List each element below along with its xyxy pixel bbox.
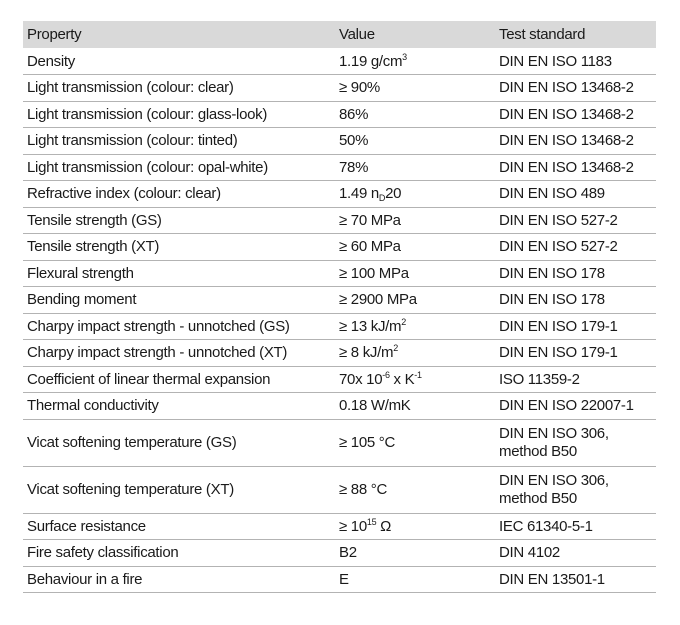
table-row bbox=[23, 393, 656, 420]
standard-cell: DIN EN ISO 179-1 bbox=[499, 317, 618, 335]
property-cell: Bending moment bbox=[27, 291, 137, 309]
table-row bbox=[23, 75, 656, 102]
properties-table-container bbox=[23, 21, 656, 593]
property-cell: Charpy impact strength - unnotched (XT) bbox=[27, 344, 288, 362]
header-test-standard: Test standard bbox=[499, 26, 586, 43]
value-cell: 86% bbox=[339, 105, 369, 123]
property-cell: Light transmission (colour: clear) bbox=[27, 79, 234, 97]
property-cell: Charpy impact strength - unnotched (GS) bbox=[27, 317, 290, 335]
table-row bbox=[23, 128, 656, 155]
property-cell: Vicat softening temperature (GS) bbox=[27, 434, 237, 451]
value-cell: ≥ 88 °C bbox=[339, 481, 387, 498]
table-row bbox=[23, 466, 656, 513]
property-cell: Tensile strength (XT) bbox=[27, 238, 160, 256]
standard-cell: DIN EN ISO 13468-2 bbox=[499, 79, 634, 97]
value-cell: ≥ 100 MPa bbox=[339, 264, 409, 282]
table-row bbox=[23, 101, 656, 128]
header-value: Value bbox=[339, 26, 375, 43]
table-row bbox=[23, 419, 656, 466]
property-cell: Density bbox=[27, 52, 75, 70]
standard-cell: DIN EN ISO 527-2 bbox=[499, 238, 618, 256]
properties-table bbox=[23, 21, 656, 593]
value-cell: ≥ $10^{15}$ Ω bbox=[339, 516, 392, 535]
table-header-row bbox=[23, 21, 656, 48]
value-cell: 70x $10^{-6}$ x $K^{-1}$ bbox=[339, 369, 422, 388]
table-row bbox=[23, 366, 656, 393]
property-cell: Coefficient of linear thermal expansion bbox=[27, 370, 271, 388]
property-cell: Behaviour in a fire bbox=[27, 570, 143, 588]
property-cell: Flexural strength bbox=[27, 264, 134, 282]
value-cell: ≥ 8 $kJ/m^2$ bbox=[339, 343, 398, 362]
table-row bbox=[23, 154, 656, 181]
value-cell: ≥ 2900 MPa bbox=[339, 291, 417, 309]
value-cell: ≥ 105 °C bbox=[339, 434, 396, 451]
standard-cell: IEC 61340-5-1 bbox=[499, 517, 593, 535]
property-cell: Refractive index (colour: clear) bbox=[27, 185, 221, 203]
table-row bbox=[23, 260, 656, 287]
table-row bbox=[23, 566, 656, 593]
property-cell: Surface resistance bbox=[27, 517, 146, 535]
standard-cell: DIN EN 13501-1 bbox=[499, 570, 605, 588]
value-cell: 1.19 $g/cm^3$ bbox=[339, 51, 407, 70]
standard-cell: DIN EN ISO 178 bbox=[499, 264, 605, 282]
standard-cell: ISO 11359-2 bbox=[499, 370, 580, 388]
standard-cell: DIN EN ISO 1183 bbox=[499, 52, 612, 70]
property-cell: Light transmission (colour: glass-look) bbox=[27, 105, 268, 123]
table-row bbox=[23, 340, 656, 367]
table-row bbox=[23, 207, 656, 234]
value-cell: 50% bbox=[339, 132, 369, 150]
table-row bbox=[23, 540, 656, 567]
standard-cell: DIN 4102 bbox=[499, 544, 560, 562]
table-row bbox=[23, 287, 656, 314]
value-cell: B2 bbox=[339, 544, 357, 562]
standard-cell: DIN EN ISO 22007-1 bbox=[499, 397, 634, 415]
table-row bbox=[23, 513, 656, 540]
property-cell: Light transmission (colour: opal-white) bbox=[27, 158, 268, 176]
value-cell: E bbox=[339, 570, 349, 588]
header-property: Property bbox=[27, 26, 82, 43]
standard-cell: DIN EN ISO 13468-2 bbox=[499, 105, 634, 123]
standard-cell: DIN EN ISO 489 bbox=[499, 185, 605, 203]
value-cell: ≥ 90% bbox=[339, 79, 380, 97]
standard-cell: DIN EN ISO 179-1 bbox=[499, 344, 618, 362]
value-cell: 0.18 W/mK bbox=[339, 397, 411, 415]
property-cell: Tensile strength (GS) bbox=[27, 211, 162, 229]
standard-cell: DIN EN ISO 178 bbox=[499, 291, 605, 309]
standard-cell: DIN EN ISO 306, method B50 bbox=[499, 424, 609, 460]
value-cell: ≥ 13 $kJ/m^2$ bbox=[339, 316, 406, 335]
value-cell: 1.49 $n_D20$ bbox=[339, 185, 402, 204]
property-cell: Thermal conductivity bbox=[27, 397, 159, 415]
standard-cell: DIN EN ISO 13468-2 bbox=[499, 132, 634, 150]
table-row bbox=[23, 181, 656, 208]
table-row bbox=[23, 48, 656, 75]
value-cell: 78% bbox=[339, 158, 369, 176]
table-row bbox=[23, 313, 656, 340]
value-cell: ≥ 70 MPa bbox=[339, 211, 401, 229]
value-cell: ≥ 60 MPa bbox=[339, 238, 401, 256]
standard-cell: DIN EN ISO 13468-2 bbox=[499, 158, 634, 176]
property-cell: Fire safety classification bbox=[27, 544, 179, 562]
property-cell: Vicat softening temperature (XT) bbox=[27, 481, 234, 498]
standard-cell: DIN EN ISO 527-2 bbox=[499, 211, 618, 229]
property-cell: Light transmission (colour: tinted) bbox=[27, 132, 238, 150]
table-row bbox=[23, 234, 656, 261]
standard-cell: DIN EN ISO 306, method B50 bbox=[499, 471, 609, 507]
